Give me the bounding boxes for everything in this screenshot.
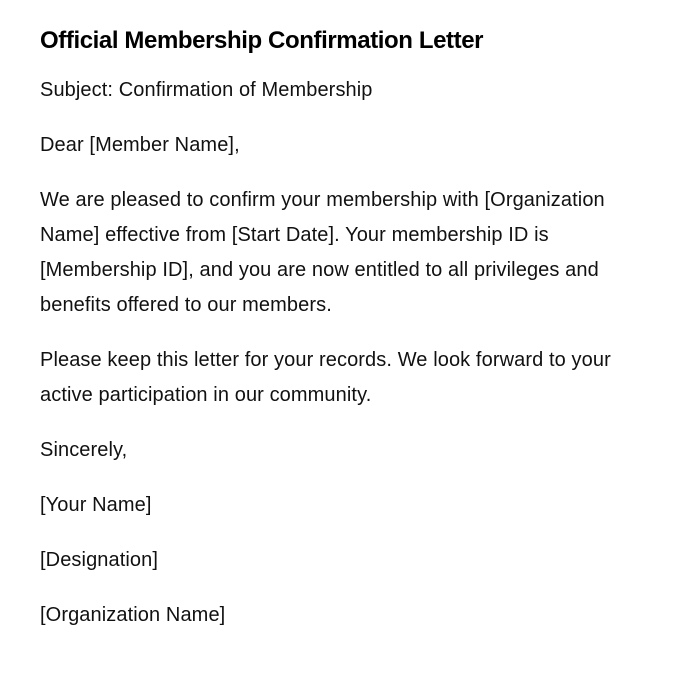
letter-title: Official Membership Confirmation Letter	[40, 27, 484, 54]
letter-subject: Subject: Confirmation of Membership	[40, 79, 373, 101]
letter-body-paragraph-1: We are pleased to confirm your membership with [Organization Name] effective from [Start Date]. Your membership ID is [Membership ID], and you are now entitled to all privileges and benefits offered to our members.	[40, 189, 605, 316]
letter-closing: Sincerely,	[40, 439, 128, 461]
letter-body-paragraph-2: Please keep this letter for your records. We look forward to your active participation in our community.	[40, 349, 611, 406]
signature-organization: [Organization Name]	[40, 604, 226, 626]
letter-salutation: Dear [Member Name],	[40, 134, 240, 156]
signature-designation: [Designation]	[40, 549, 159, 571]
signature-name: [Your Name]	[40, 494, 152, 516]
